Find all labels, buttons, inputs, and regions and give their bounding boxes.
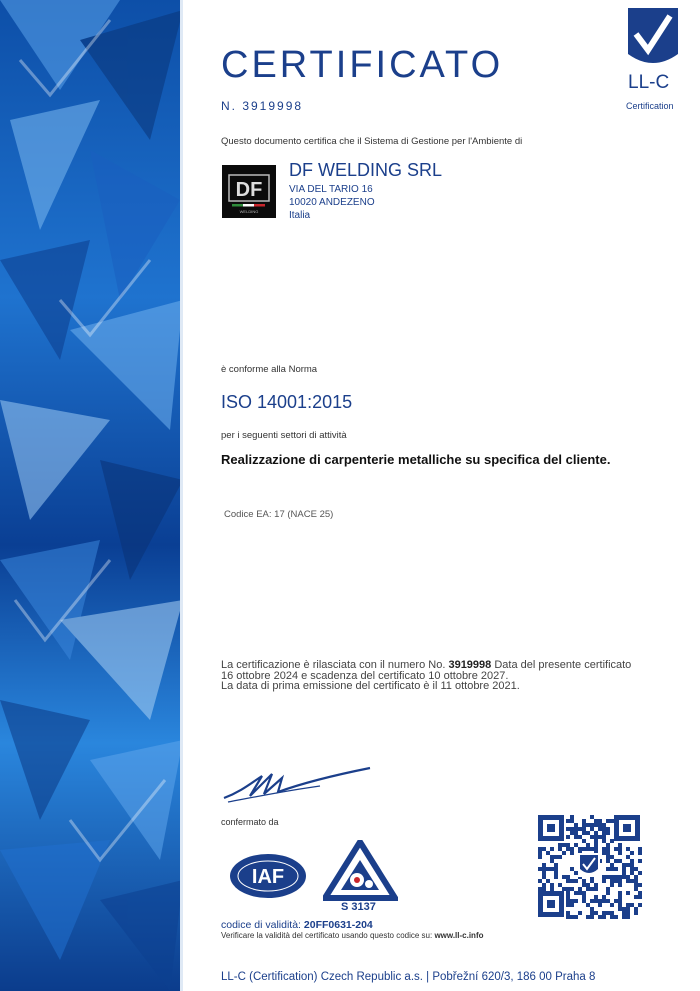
logo-letters: DF — [235, 179, 263, 201]
qr-module — [558, 855, 562, 859]
company-logo — [222, 165, 276, 218]
qr-module — [634, 879, 638, 883]
logo-subtitle: Certification — [626, 101, 674, 111]
qr-module — [578, 887, 582, 891]
qr-module — [606, 911, 610, 915]
qr-module — [586, 883, 590, 887]
qr-module — [606, 855, 610, 859]
qr-module — [542, 863, 546, 867]
qr-module — [590, 887, 594, 891]
qr-module — [622, 867, 626, 871]
intro-text: Questo documento certifica che il Sistema di Gestione per l'Ambiente di — [221, 136, 523, 147]
qr-module — [566, 903, 570, 907]
qr-module — [610, 863, 614, 867]
qr-module — [638, 847, 642, 851]
qr-module — [594, 887, 598, 891]
signature — [220, 762, 380, 810]
qr-module — [566, 835, 570, 839]
qr-module — [566, 879, 570, 883]
page-title: CERTIFICATO — [221, 44, 504, 86]
qr-module — [598, 819, 602, 823]
qr-module — [630, 863, 634, 867]
scope-text: Realizzazione di carpenterie metalliche su specifica del cliente. — [221, 452, 611, 467]
qr-module — [634, 907, 638, 911]
qr-module — [630, 879, 634, 883]
norm-intro: è conforme alla Norma — [221, 364, 318, 375]
qr-module — [598, 827, 602, 831]
qr-module — [582, 839, 586, 843]
qr-module — [602, 847, 606, 851]
qr-module — [634, 887, 638, 891]
issue-line2: La data di prima emissione del certificato è il 11 ottobre 2021. — [221, 680, 520, 692]
qr-module — [542, 883, 546, 887]
qr-module — [574, 831, 578, 835]
qr-module — [550, 887, 554, 891]
qr-module — [574, 891, 578, 895]
qr-module — [626, 911, 630, 915]
iaf-emblem-icon — [228, 852, 308, 900]
qr-module — [578, 835, 582, 839]
qr-module — [618, 899, 622, 903]
qr-module — [574, 915, 578, 919]
qr-module — [590, 915, 594, 919]
issue-paragraph — [221, 660, 641, 692]
abstract-pattern — [0, 0, 183, 991]
qr-module — [570, 827, 574, 831]
qr-module — [638, 883, 642, 887]
qr-module — [582, 899, 586, 903]
qr-module — [614, 847, 618, 851]
qr-module — [586, 843, 590, 847]
norm-standard: ISO 14001:2015 — [221, 392, 353, 412]
qr-module — [602, 827, 606, 831]
qr-module — [618, 903, 622, 907]
accreditation-triangle-icon — [323, 840, 398, 902]
qr-module — [598, 835, 602, 839]
qr-module — [562, 875, 566, 879]
qr-module — [590, 911, 594, 915]
qr-module — [578, 827, 582, 831]
qr-module — [606, 827, 610, 831]
qr-module — [570, 915, 574, 919]
qr-module — [610, 855, 614, 859]
qr-module — [602, 835, 606, 839]
verify-instruction: Verificare la validità del certificato usando questo codice su: — [221, 931, 435, 940]
qr-module — [606, 859, 610, 863]
qr-module — [582, 883, 586, 887]
qr-module — [598, 899, 602, 903]
company-street: VIA DEL TARIO 16 — [289, 184, 373, 195]
qr-module — [546, 879, 550, 883]
qr-module — [614, 875, 618, 879]
qr-module — [586, 823, 590, 827]
qr-module — [582, 819, 586, 823]
qr-module — [622, 863, 626, 867]
accreditation-mark — [323, 840, 398, 915]
qr-module — [582, 895, 586, 899]
qr-module — [610, 883, 614, 887]
qr-module — [594, 899, 598, 903]
qr-module — [614, 879, 618, 883]
company-name: DF WELDING SRL — [289, 160, 443, 180]
qr-module — [610, 875, 614, 879]
qr-module — [538, 847, 542, 851]
qr-module — [634, 867, 638, 871]
qr-module — [594, 839, 598, 843]
qr-module — [558, 847, 562, 851]
df-welding-logo-icon — [222, 165, 276, 218]
qr-module — [622, 871, 626, 875]
qr-module — [578, 911, 582, 915]
qr-module — [622, 875, 626, 879]
qr-module — [570, 887, 574, 891]
qr-module — [614, 859, 618, 863]
qr-module — [602, 899, 606, 903]
qr-module — [538, 851, 542, 855]
qr-module — [610, 915, 614, 919]
qr-module — [618, 895, 622, 899]
qr-module — [566, 911, 570, 915]
qr-module — [546, 867, 550, 871]
qr-module — [594, 911, 598, 915]
qr-module — [626, 863, 630, 867]
llc-certification-logo — [624, 6, 684, 112]
qr-module — [594, 843, 598, 847]
qr-module — [574, 899, 578, 903]
qr-module — [570, 831, 574, 835]
qr-module — [558, 883, 562, 887]
qr-module — [570, 879, 574, 883]
qr-module — [638, 891, 642, 895]
qr-module — [542, 847, 546, 851]
confirmed-by-label: confermato da — [221, 817, 279, 827]
qr-module — [554, 863, 558, 867]
qr-module — [566, 875, 570, 879]
logo-brand: LL-C — [628, 72, 670, 93]
qr-module — [566, 847, 570, 851]
qr-module — [638, 859, 642, 863]
qr-module — [602, 875, 606, 879]
qr-module — [574, 827, 578, 831]
qr-module — [634, 883, 638, 887]
qr-module — [570, 899, 574, 903]
qr-module — [594, 823, 598, 827]
qr-module — [638, 895, 642, 899]
qr-module — [590, 823, 594, 827]
qr-module — [574, 835, 578, 839]
qr-module — [626, 891, 630, 895]
qr-module — [538, 867, 542, 871]
qr-module — [562, 843, 566, 847]
qr-module — [566, 915, 570, 919]
validity-label: codice di validità: — [221, 919, 304, 931]
qr-module — [638, 851, 642, 855]
qr-module — [586, 887, 590, 891]
qr-module — [606, 887, 610, 891]
qr-module — [546, 851, 550, 855]
qr-module — [582, 879, 586, 883]
iaf-label: IAF — [251, 866, 285, 888]
qr-module — [550, 847, 554, 851]
qr-module — [586, 915, 590, 919]
qr-module — [634, 911, 638, 915]
qr-module — [598, 903, 602, 907]
company-city: 10020 ANDEZENO — [289, 197, 375, 208]
qr-module — [618, 891, 622, 895]
qr-module — [594, 835, 598, 839]
qr-module — [574, 871, 578, 875]
qr-module — [602, 851, 606, 855]
qr-module — [590, 907, 594, 911]
qr-module — [630, 867, 634, 871]
qr-module — [582, 831, 586, 835]
logo-sub: WELDING — [239, 209, 259, 214]
qr-module — [618, 907, 622, 911]
qr-module — [586, 903, 590, 907]
qr-module — [602, 823, 606, 827]
qr-module — [570, 815, 574, 819]
qr-module — [606, 867, 610, 871]
qr-module — [626, 847, 630, 851]
issue-number: 3919998 — [448, 659, 492, 671]
qr-module — [634, 895, 638, 899]
certificate-number: N. 3919998 — [221, 99, 304, 113]
qr-module — [610, 911, 614, 915]
validity-code-value: 20FF0631-204 — [303, 919, 373, 931]
qr-module — [610, 879, 614, 883]
qr-module — [606, 891, 610, 895]
qr-module — [610, 819, 614, 823]
qr-module — [566, 891, 570, 895]
accreditation-number: S 3137 — [341, 901, 376, 913]
qr-module — [626, 907, 630, 911]
qr-module — [566, 895, 570, 899]
company-country: Italia — [289, 210, 311, 221]
qr-module — [610, 903, 614, 907]
qr-module — [626, 879, 630, 883]
qr-module — [598, 915, 602, 919]
qr-module — [566, 819, 570, 823]
checkmark-shield-icon — [624, 6, 682, 72]
qr-module — [630, 903, 634, 907]
verify-site-link[interactable]: www.ll-c.info — [434, 931, 484, 940]
validity-code — [221, 919, 373, 931]
qr-module — [574, 823, 578, 827]
qr-code-icon — [536, 813, 642, 919]
qr-module — [570, 847, 574, 851]
qr-module — [590, 827, 594, 831]
qr-module — [582, 823, 586, 827]
qr-module — [554, 855, 558, 859]
qr-module — [618, 883, 622, 887]
qr-module — [590, 815, 594, 819]
qr-module — [630, 851, 634, 855]
qr-module — [578, 891, 582, 895]
decorative-side-band — [0, 0, 183, 991]
qr-module — [614, 915, 618, 919]
qr-module — [610, 867, 614, 871]
qr-module — [542, 871, 546, 875]
qr-module — [602, 915, 606, 919]
qr-module — [582, 847, 586, 851]
qr-module — [602, 831, 606, 835]
qr-module — [606, 847, 610, 851]
qr-module — [582, 827, 586, 831]
qr-module — [542, 887, 546, 891]
qr-module — [594, 895, 598, 899]
qr-module — [586, 831, 590, 835]
qr-module — [538, 887, 542, 891]
qr-module — [570, 903, 574, 907]
qr-module — [590, 835, 594, 839]
qr-module — [586, 847, 590, 851]
qr-module — [566, 887, 570, 891]
qr-module — [606, 831, 610, 835]
issue-line1-a: La certificazione è rilasciata con il numero No. — [221, 659, 449, 671]
qr-module — [606, 899, 610, 903]
qr-module — [594, 883, 598, 887]
qr-module — [590, 899, 594, 903]
scope-intro: per i seguenti settori di attività — [221, 430, 347, 441]
qr-module — [626, 875, 630, 879]
qr-module — [598, 823, 602, 827]
qr-module — [606, 875, 610, 879]
qr-module — [570, 851, 574, 855]
qr-module — [570, 867, 574, 871]
qr-module — [550, 859, 554, 863]
qr-module — [558, 843, 562, 847]
qr-module — [590, 879, 594, 883]
qr-module — [626, 915, 630, 919]
qr-module — [618, 879, 622, 883]
qr-module — [626, 903, 630, 907]
qr-module — [590, 847, 594, 851]
qr-code[interactable] — [536, 813, 642, 919]
qr-module — [594, 819, 598, 823]
qr-module — [594, 831, 598, 835]
qr-module — [554, 875, 558, 879]
qr-module — [638, 871, 642, 875]
verify-text — [221, 931, 484, 940]
qr-module — [554, 871, 558, 875]
qr-module — [542, 875, 546, 879]
qr-module — [550, 867, 554, 871]
qr-module — [566, 899, 570, 903]
qr-module — [618, 875, 622, 879]
qr-module — [578, 847, 582, 851]
qr-module — [630, 859, 634, 863]
qr-module — [582, 891, 586, 895]
qr-module — [622, 907, 626, 911]
qr-module — [562, 851, 566, 855]
qr-module — [618, 859, 622, 863]
qr-module — [602, 911, 606, 915]
qr-module — [618, 847, 622, 851]
qr-module — [594, 847, 598, 851]
qr-module — [562, 887, 566, 891]
qr-module — [638, 903, 642, 907]
iaf-logo — [228, 852, 308, 900]
qr-module — [606, 851, 610, 855]
qr-module — [542, 867, 546, 871]
qr-module — [570, 819, 574, 823]
qr-module — [574, 879, 578, 883]
qr-module — [626, 855, 630, 859]
issue-line1-b: Data del presente certificato 16 ottobre 2024 e scadenza del certificato 10 ottobre 2027. — [221, 659, 632, 682]
qr-module — [566, 827, 570, 831]
qr-module — [550, 883, 554, 887]
qr-module — [550, 855, 554, 859]
qr-module — [618, 851, 622, 855]
qr-module — [554, 867, 558, 871]
qr-module — [566, 843, 570, 847]
ea-code: Codice EA: 17 (NACE 25) — [224, 509, 334, 520]
footer-address: LL-C (Certification) Czech Republic a.s. | Pobřežní 620/3, 186 00 Praha 8 — [221, 971, 596, 983]
qr-module — [602, 839, 606, 843]
band-edge — [180, 0, 183, 991]
qr-module — [618, 843, 622, 847]
qr-module — [610, 839, 614, 843]
qr-module — [622, 915, 626, 919]
qr-module — [606, 819, 610, 823]
qr-module — [606, 843, 610, 847]
qr-module — [538, 879, 542, 883]
qr-module — [614, 867, 618, 871]
qr-module — [630, 871, 634, 875]
qr-module — [538, 855, 542, 859]
qr-module — [614, 899, 618, 903]
qr-module — [602, 895, 606, 899]
qr-module — [634, 875, 638, 879]
qr-module — [574, 843, 578, 847]
qr-module — [602, 879, 606, 883]
qr-module — [622, 911, 626, 915]
